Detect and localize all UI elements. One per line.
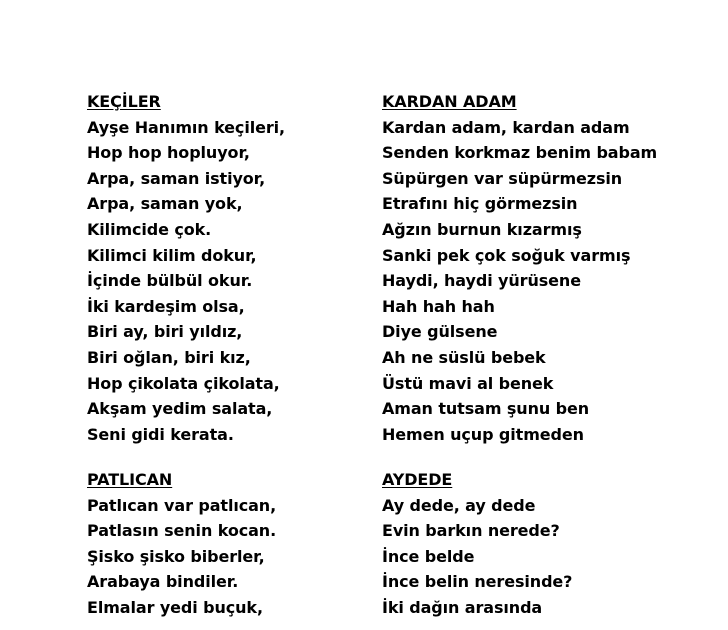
poem-line: Haydi, haydi yürüsene	[382, 271, 581, 291]
poem-line: Şisko şisko biberler,	[87, 546, 265, 566]
poem-title: KEÇİLER	[87, 92, 161, 111]
poem-line: Akşam yedim salata,	[87, 399, 273, 419]
poem-line: Seni gidi kerata.	[87, 424, 234, 444]
poem-line: Hemen uçup gitmeden	[382, 424, 584, 444]
poem-line: Elmalar yedi buçuk,	[87, 597, 263, 617]
poem-kardan-adam	[382, 89, 682, 447]
poem-line: Aman tutsam şunu ben	[382, 399, 590, 419]
poem-line: Etrafını hiç görmezsin	[382, 194, 578, 214]
poem-title: PATLICAN	[87, 470, 173, 489]
poem-line: Biri oğlan, biri kız,	[87, 347, 251, 367]
poem-line: Ağzın burnun kızarmış	[382, 219, 582, 239]
poem-line: Arabaya bindiler.	[87, 572, 239, 592]
poem-line: Evin barkın nerede?	[382, 521, 560, 541]
poem-line: İki kardeşim olsa,	[87, 296, 245, 316]
poem-line: Arpa, saman istiyor,	[87, 168, 266, 188]
poem-line: Arpa, saman yok,	[87, 194, 243, 214]
poem-line: Hop hop hopluyor,	[87, 143, 250, 163]
poem-line: İnce belin neresinde?	[382, 572, 573, 592]
poem-line: Ay dede, ay dede	[382, 495, 536, 515]
poem-line: Senden korkmaz benim babam	[382, 143, 658, 163]
poem-line: Kilimci kilim dokur,	[87, 245, 257, 265]
poem-title: AYDEDE	[382, 470, 453, 489]
poem-line: İnce belde	[382, 546, 475, 566]
poem-line: Üstü mavi al benek	[382, 373, 554, 393]
poem-line: Hop çikolata çikolata,	[87, 373, 280, 393]
poem-line: Patlıcan var patlıcan,	[87, 495, 277, 515]
poem-title: KARDAN ADAM	[382, 92, 517, 111]
poem-line: Ayşe Hanımın keçileri,	[87, 117, 285, 137]
poem-line: Sanki pek çok soğuk varmış	[382, 245, 631, 265]
poem-line: Kilimcide çok.	[87, 219, 212, 239]
poem-aydede	[382, 467, 682, 621]
poem-line: Patlasın senin kocan.	[87, 521, 277, 541]
poem-line: Hah hah hah	[382, 296, 495, 316]
poem-line: Diye gülsene	[382, 322, 498, 342]
poem-line: Süpürgen var süpürmezsin	[382, 168, 623, 188]
poem-line: İki dağın arasında	[382, 597, 543, 617]
poem-line: İçinde bülbül okur.	[87, 271, 253, 291]
poem-line: Biri ay, biri yıldız,	[87, 322, 243, 342]
poem-kecilere	[87, 89, 387, 447]
poem-line: Ah ne süslü bebek	[382, 347, 546, 367]
poem-patlican	[87, 467, 387, 621]
poem-line: Kardan adam, kardan adam	[382, 117, 630, 137]
